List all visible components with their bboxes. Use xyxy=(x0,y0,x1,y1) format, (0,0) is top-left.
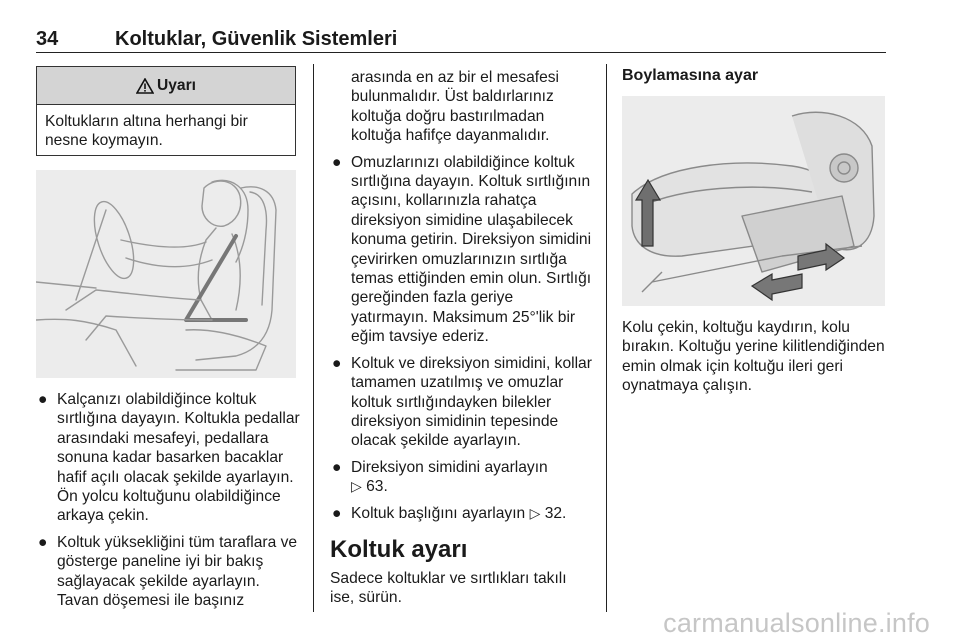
list-item-text: Koltuk başlığını ayarlayın xyxy=(351,504,526,522)
column-divider-1 xyxy=(313,64,314,612)
ref-arrow-icon: ▷ xyxy=(351,478,362,495)
driver-seated-drawing xyxy=(36,170,296,378)
section-text: Sadece koltuklar ve sırtlıkları takılı ise, sürün. xyxy=(330,569,567,607)
page-title: Koltuklar, Güvenlik Sistemleri xyxy=(115,28,398,50)
bullet-icon: ● xyxy=(332,354,342,372)
list-item xyxy=(330,153,594,347)
list-item xyxy=(330,504,594,523)
warning-header xyxy=(37,67,295,105)
column-3-body xyxy=(622,318,886,396)
bullet-icon: ● xyxy=(332,153,342,171)
list-item xyxy=(330,354,594,451)
seat-adjust-drawing xyxy=(622,96,885,306)
page-number: 34 xyxy=(36,28,59,50)
section-title: Koltuk ayarı xyxy=(330,535,468,563)
list-item-text: Kalçanızı olabildiğince koltuk sırtlığına dayayın. Koltukla pedallar arasındaki mesafeyi, pedallara sonuna kadar basarken bacaklar hafif açılı olacak şekilde ayarlayın. Ön yolcu koltuğunu olabildiğince arkaya çekin. xyxy=(57,391,300,525)
longitudinal-adjust-text: Kolu çekin, koltuğu kaydırın, kolu bırakın. Koltuğu yerine kilitlendiğinden emin olmak için koltuğu ileri geri oynatmaya çalışın. xyxy=(622,319,885,395)
adjustment-list-1 xyxy=(36,390,300,610)
driver-position-illustration xyxy=(36,170,296,378)
column-divider-2 xyxy=(606,64,607,612)
bullet-icon: ● xyxy=(38,391,48,408)
bullet-icon: ● xyxy=(332,504,342,522)
column-1-text xyxy=(36,390,300,617)
page-header xyxy=(36,26,886,53)
list-item-text: Direksiyon simidini ayarlayın xyxy=(351,458,548,476)
watermark-text: carmanualsonline.info xyxy=(663,608,930,638)
column-3-text xyxy=(622,66,886,85)
list-item-text: Koltuk ve direksiyon simidini, kollar tamamen uzatılmış ve omuzlar koltuk sırtlığındayken bilekler direksiyon simidinin tepesinde olacak şekilde ayarlayın. xyxy=(351,354,592,450)
list-item xyxy=(330,458,594,497)
adjustment-list-2 xyxy=(330,153,594,523)
warning-text: Koltukların altına herhangi bir nesne koymayın. xyxy=(45,113,248,150)
list-item-text: Koltuk yüksekliğini tüm taraflara ve gösterge paneline iyi bir bakış sağlayacak şekilde ayarlayın. Tavan döşemesi ile başınız xyxy=(57,533,298,610)
page-reference-link[interactable]: 32. xyxy=(544,504,567,522)
continued-text: arasında en az bir el mesafesi bulunmalıdır. Üst baldırlarınız koltuğa doğru bastırılmadan koltuğa hafifçe dayanmalıdır. xyxy=(351,69,560,145)
warning-triangle-icon xyxy=(136,78,154,94)
seat-lever-illustration xyxy=(622,96,885,306)
ref-arrow-icon: ▷ xyxy=(529,504,541,521)
warning-title: Uyarı xyxy=(156,76,196,94)
list-item-text: Omuzlarınızı olabildiğince koltuk sırtlığına dayayın. Koltuk sırtlığının açısını, kollarınızla rahatça direksiyon simidine ulaşabilecek konuma getirin. Direksiyon simidini çevirirken omuzlarınızın sırtlığa temas ettiğinden emin olun. Sırtlığı gereğinden fazla geriye yatırmayın. Maksimum 25°'lik bir eğim tavsiye ederiz. xyxy=(351,153,592,346)
list-item xyxy=(36,533,300,611)
page-reference-link[interactable]: 63. xyxy=(366,478,388,496)
list-item xyxy=(36,390,300,526)
column-2-text xyxy=(330,68,594,608)
bullet-icon: ● xyxy=(38,533,48,551)
warning-box xyxy=(36,66,296,156)
bullet-icon: ● xyxy=(332,458,342,476)
subsection-title: Boylamasına ayar xyxy=(622,67,759,84)
